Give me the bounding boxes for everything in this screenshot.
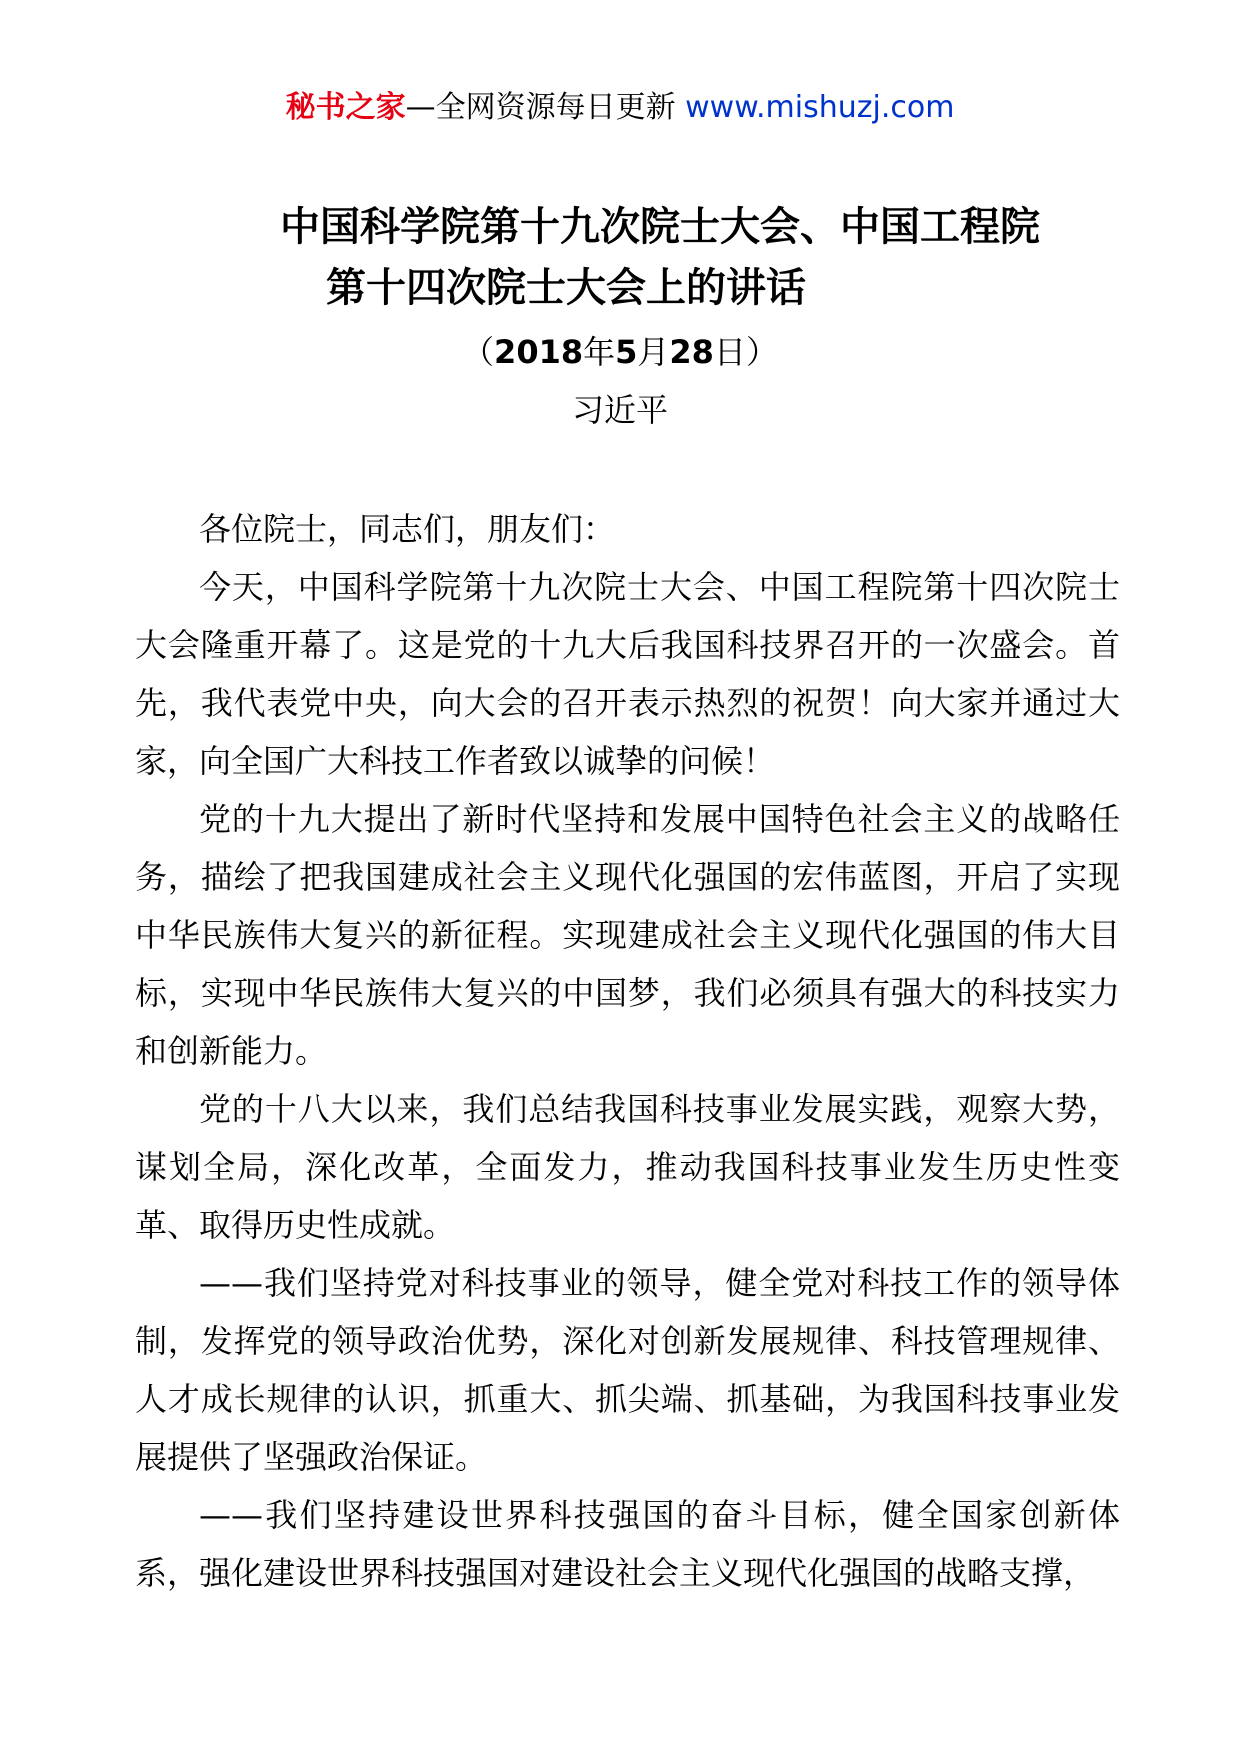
date-year: 2018 [494, 333, 584, 371]
site-url-link[interactable]: www.mishuzj.com [685, 90, 955, 125]
speech-date [0, 330, 1240, 374]
paragraph: 党的十八大以来，我们总结我国科技事业发展实践，观察大势，谋划全局，深化改革，全面发力，推动我国科技事业发生历史性变革、取得历史性成就。 [135, 1090, 1120, 1244]
date-close-paren: ） [745, 333, 778, 371]
date-open-paren: （ [462, 333, 495, 371]
paragraph-salutation: 各位院士，同志们，朋友们： [199, 510, 616, 548]
document-title-line-2: 第十四次院士大会上的讲话 [326, 265, 806, 311]
site-brand: 秘书之家 [285, 90, 406, 125]
document-title-line-1: 中国科学院第十九次院士大会、中国工程院 [280, 204, 1040, 250]
date-year-unit: 年 [583, 333, 616, 371]
site-header [0, 88, 1240, 128]
date-day: 28 [669, 333, 714, 371]
date-month-unit: 月 [637, 333, 670, 371]
site-tagline: —全网资源每日更新 [405, 90, 686, 125]
paragraph: 党的十九大提出了新时代坚持和发展中国特色社会主义的战略任务，描绘了把我国建成社会主义现代化强国的宏伟蓝图，开启了实现中华民族伟大复兴的新征程。实现建成社会主义现代化强国的伟大目标，实现中华民族伟大复兴的中国梦，我们必须具有强大的科技实力和创新能力。 [135, 800, 1120, 1070]
paragraph: 今天，中国科学院第十九次院士大会、中国工程院第十四次院士大会隆重开幕了。这是党的十九大后我国科技界召开的一次盛会。首先，我代表党中央，向大会的召开表示热烈的祝贺！向大家并通过大家，向全国广大科技工作者致以诚挚的问候！ [135, 568, 1120, 780]
speech-author: 习近平 [571, 391, 668, 429]
speech-body [135, 500, 1120, 1602]
paragraph: ——我们坚持建设世界科技强国的奋斗目标，健全国家创新体系，强化建设世界科技强国对建设社会主义现代化强国的战略支撑， [135, 1496, 1120, 1592]
date-day-unit: 日 [713, 333, 746, 371]
date-month: 5 [615, 333, 638, 371]
paragraph: ——我们坚持党对科技事业的领导，健全党对科技工作的领导体制，发挥党的领导政治优势，深化对创新发展规律、科技管理规律、人才成长规律的认识，抓重大、抓尖端、抓基础，为我国科技事业发展提供了坚强政治保证。 [135, 1264, 1120, 1476]
